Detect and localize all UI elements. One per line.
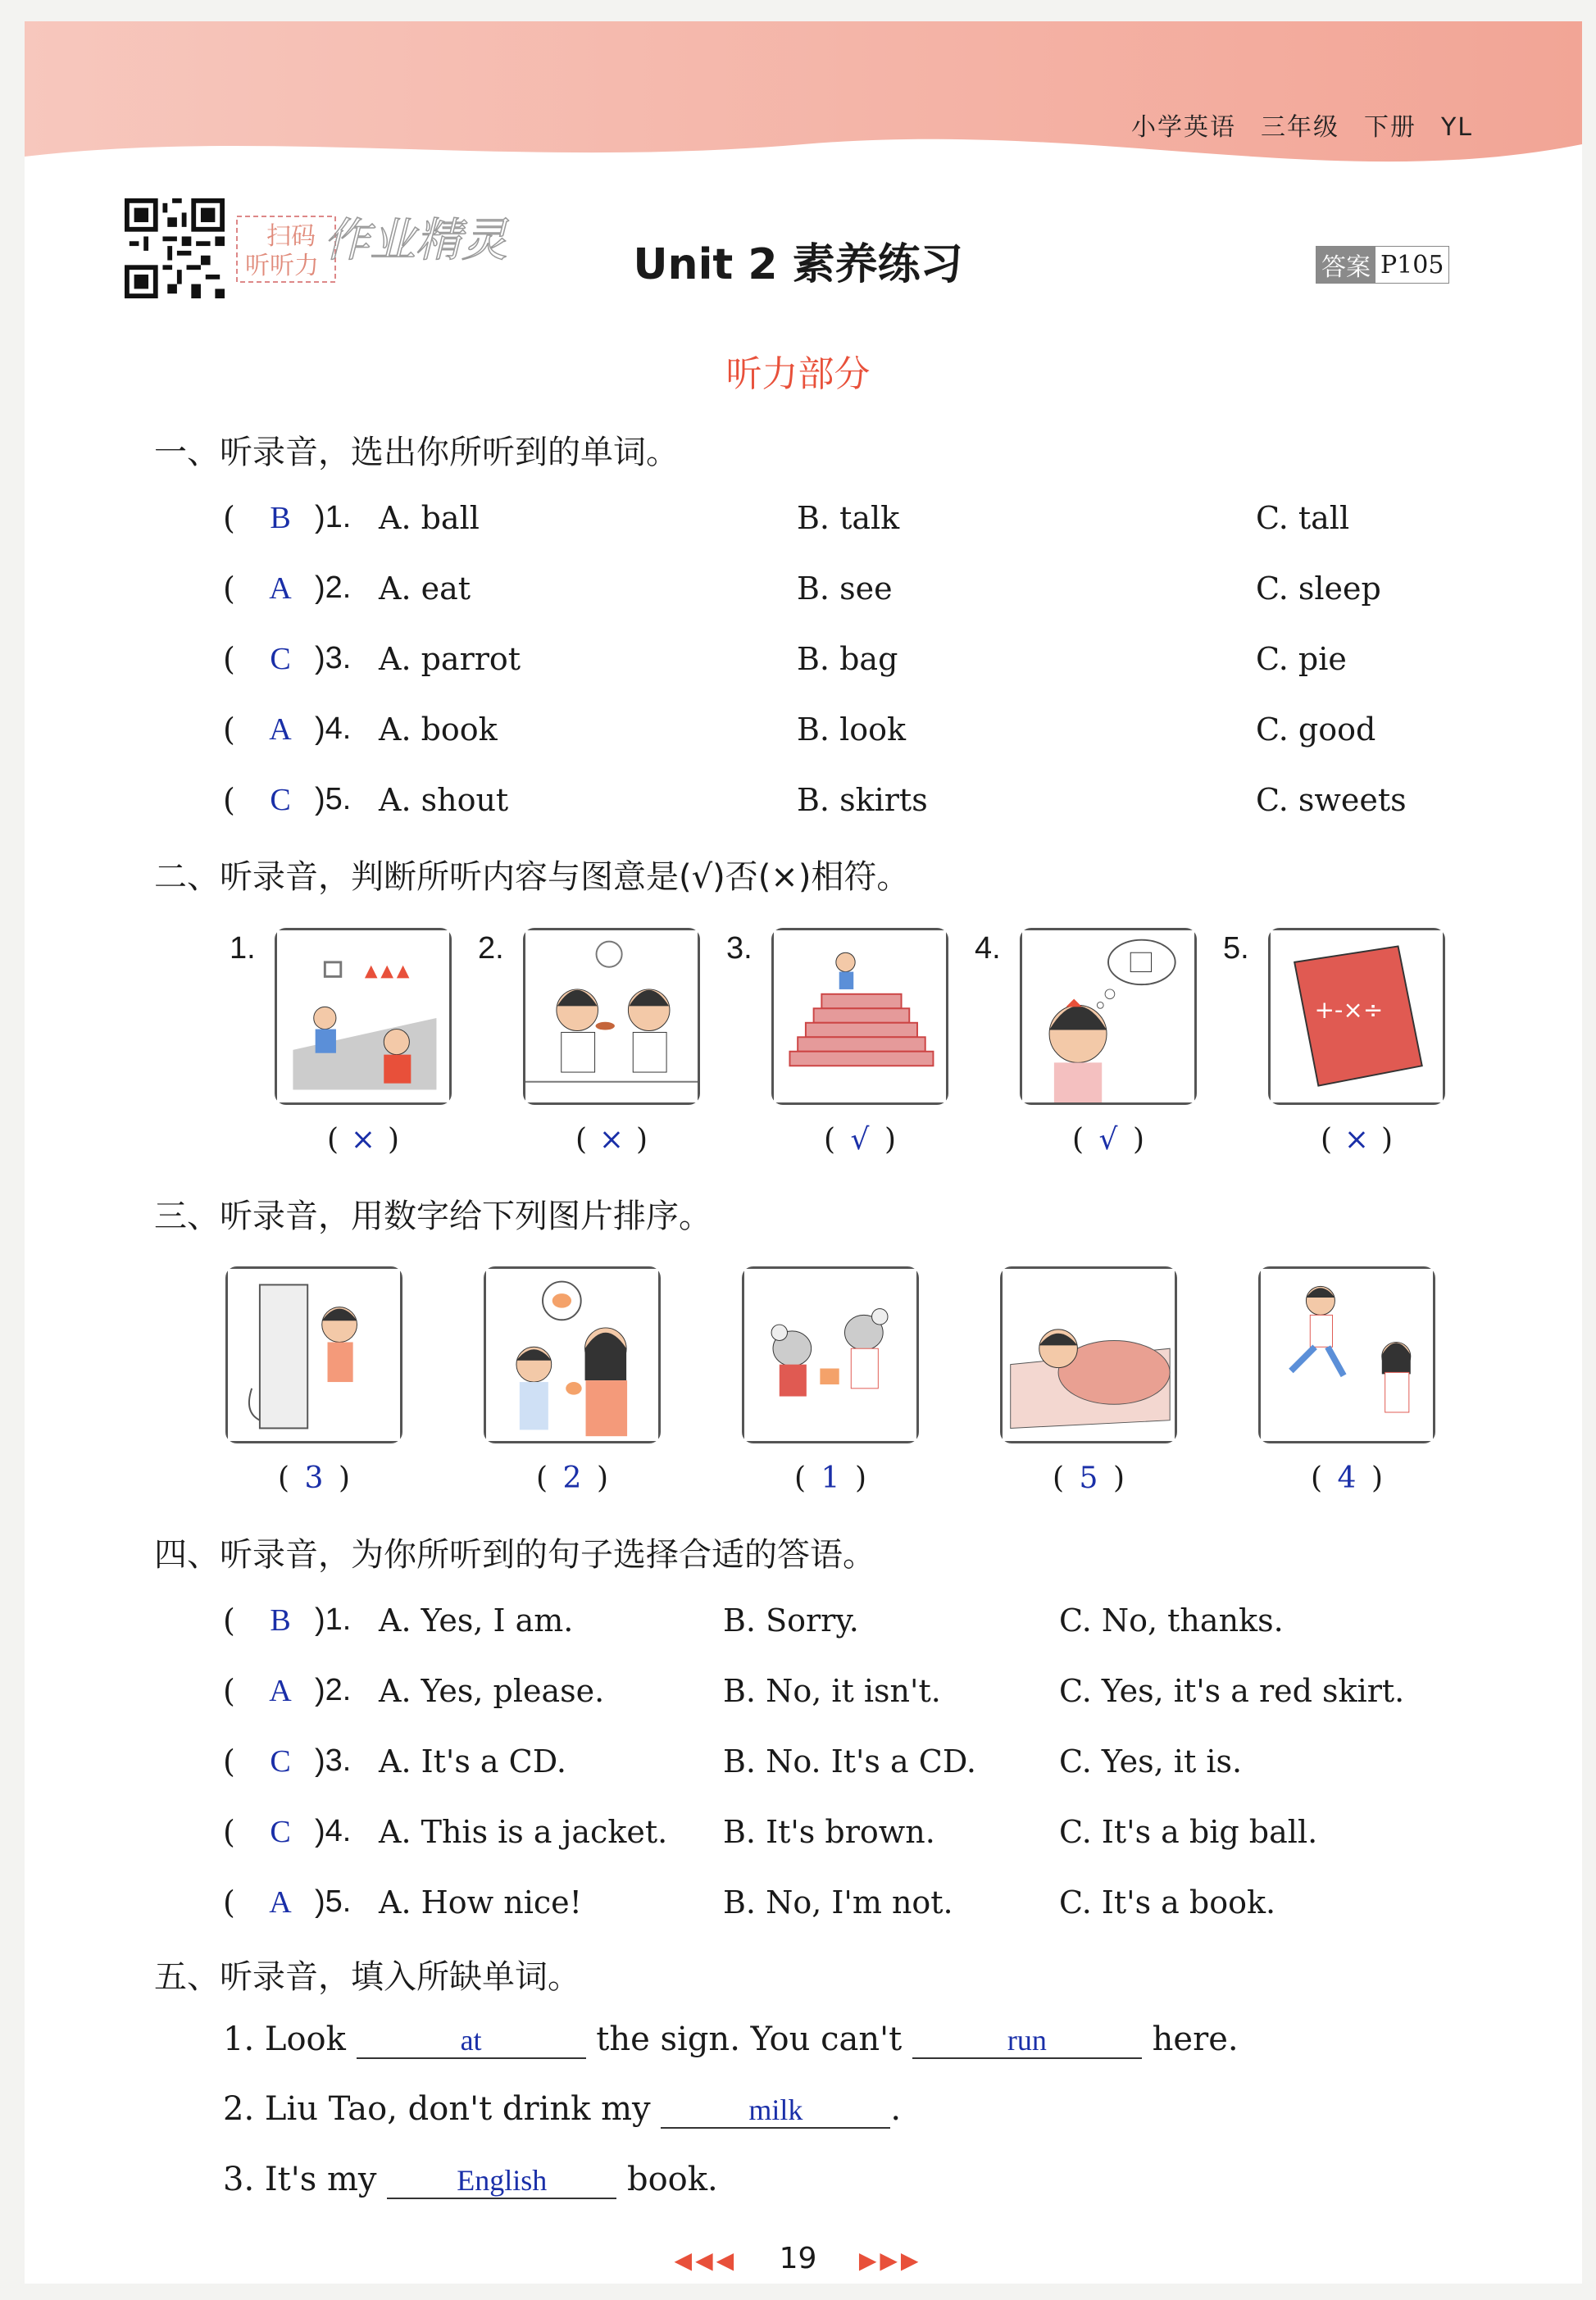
bracket-open: ( [793, 1461, 806, 1495]
q1-heading: 一、听录音，选出你所听到的单词。 [154, 434, 679, 471]
question-number: )1. [315, 500, 352, 534]
q1-row [223, 500, 1453, 549]
stamp-text-1: 扫码 [266, 222, 316, 251]
answer-letter[interactable]: A [269, 571, 292, 606]
answer-tag-key: 答案 [1316, 247, 1375, 283]
option-a: A. ball [379, 500, 480, 536]
answer-bracket [1039, 1461, 1138, 1495]
page-title: Unit 2 素养练习 [633, 240, 963, 289]
fill-sentence-2 [223, 2090, 901, 2129]
girls-eating-icon [523, 928, 700, 1105]
option-b: B. see [797, 570, 893, 607]
q4-row [223, 1602, 1453, 1652]
option-c: C. Yes, it is. [1059, 1743, 1243, 1780]
bracket-open: ( [823, 1123, 835, 1157]
question-number: )4. [315, 711, 352, 746]
option-c: C. Yes, it's a red skirt. [1059, 1673, 1405, 1709]
header-subject: 小学英语 [1130, 113, 1236, 142]
answer-mark[interactable]: √ [1098, 1123, 1118, 1157]
bracket-open: ( [223, 1743, 235, 1780]
bracket-close: ) [339, 1461, 351, 1495]
bracket-open: ( [277, 1461, 289, 1495]
option-b: B. look [797, 711, 907, 748]
sentence-1-part-3: here. [1152, 2020, 1239, 2058]
option-c: C. pie [1256, 641, 1347, 677]
svg-text:+-×÷: +-×÷ [1314, 995, 1384, 1024]
option-a: A. How nice! [379, 1884, 582, 1920]
answer-page-tag [1316, 246, 1449, 284]
answer-mark[interactable]: 4 [1337, 1461, 1357, 1495]
girl-thinking-icon [1020, 928, 1197, 1105]
option-b: B. skirts [797, 782, 928, 818]
boy-sleeping-icon [1000, 1266, 1177, 1443]
answer-mark[interactable]: × [1344, 1123, 1370, 1157]
answer-mark[interactable]: 5 [1079, 1461, 1098, 1495]
bracket-close: ) [597, 1461, 609, 1495]
q4-row [223, 1743, 1453, 1793]
boy-on-stairs-icon [771, 928, 948, 1105]
bracket-open: ( [223, 782, 235, 818]
option-b: B. No. It's a CD. [723, 1743, 977, 1780]
boy-at-door-icon [225, 1266, 402, 1443]
option-a: A. Yes, I am. [379, 1602, 574, 1639]
q1-row [223, 570, 1453, 620]
blank-4[interactable]: English [387, 2163, 616, 2199]
answer-bracket [781, 1461, 880, 1495]
sentence-2-part-1: 2. Liu Tao, don't drink my [223, 2090, 651, 2128]
answer-bracket [1059, 1123, 1157, 1157]
q3-heading: 三、听录音，用数字给下列图片排序。 [154, 1198, 712, 1235]
header-edition: YL [1440, 113, 1473, 142]
answer-tag-page: P105 [1380, 250, 1444, 280]
bracket-open: ( [1071, 1123, 1084, 1157]
answer-mark[interactable]: 2 [562, 1461, 582, 1495]
question-number: )5. [315, 782, 352, 816]
q1-row [223, 711, 1453, 761]
option-b: B. No, it isn't. [723, 1673, 941, 1709]
answer-letter[interactable]: C [270, 1815, 291, 1849]
answer-bracket [811, 1123, 909, 1157]
bracket-open: ( [223, 570, 235, 607]
bracket-open: ( [1052, 1461, 1064, 1495]
picture-number: 5. [1223, 931, 1249, 966]
boy-running-to-girl-icon [1258, 1266, 1435, 1443]
picture-number: 2. [478, 931, 504, 966]
fill-sentence-3 [223, 2161, 718, 2199]
answer-mark[interactable]: √ [850, 1123, 870, 1157]
next-arrows-icon[interactable]: ▶▶▶ [858, 2247, 922, 2274]
question-number: )4. [315, 1814, 352, 1848]
bracket-open: ( [1310, 1461, 1322, 1495]
q4-row [223, 1673, 1453, 1722]
question-number: )3. [315, 1743, 352, 1778]
option-c: C. It's a book. [1059, 1884, 1276, 1920]
answer-letter[interactable]: C [270, 1744, 291, 1779]
bracket-close: ) [884, 1123, 897, 1157]
answer-letter[interactable]: A [269, 1885, 292, 1920]
answer-bracket [523, 1461, 621, 1495]
answer-letter[interactable]: B [270, 501, 291, 535]
answer-letter[interactable]: A [269, 712, 292, 747]
picture-number: 4. [975, 931, 1001, 966]
answer-letter[interactable]: B [270, 1603, 291, 1638]
header-volume: 下册 [1363, 113, 1416, 142]
q4-row [223, 1884, 1453, 1934]
answer-bracket [1298, 1461, 1396, 1495]
question-number: )1. [315, 1602, 352, 1637]
sentence-3-part-2: book. [626, 2161, 718, 2198]
bracket-close: ) [1113, 1461, 1125, 1495]
blank-1[interactable]: at [357, 2023, 586, 2059]
bracket-open: ( [223, 711, 235, 748]
question-number: )3. [315, 641, 352, 675]
answer-letter[interactable]: C [270, 642, 291, 676]
option-c: C. No, thanks. [1059, 1602, 1284, 1639]
option-a: A. This is a jacket. [379, 1814, 668, 1850]
option-c: C. It's a big ball. [1059, 1814, 1318, 1850]
answer-bracket [1307, 1123, 1406, 1157]
option-a: A. parrot [379, 641, 521, 677]
answer-letter[interactable]: C [270, 783, 291, 817]
bracket-close: ) [1371, 1461, 1384, 1495]
blank-2[interactable]: run [912, 2023, 1142, 2059]
question-number: )5. [315, 1884, 352, 1919]
option-a: A. Yes, please. [379, 1673, 605, 1709]
option-a: A. shout [379, 782, 509, 818]
answer-bracket [562, 1123, 661, 1157]
question-number: )2. [315, 570, 352, 605]
mother-and-son-egg-icon [484, 1266, 661, 1443]
picture-number: 3. [726, 931, 753, 966]
option-c: C. sleep [1256, 570, 1381, 607]
bracket-close: ) [388, 1123, 400, 1157]
option-a: A. It's a CD. [379, 1743, 566, 1780]
stamp-text-2: 听听力 [245, 252, 319, 280]
q4-heading: 四、听录音，为你所听到的句子选择合适的答语。 [154, 1536, 875, 1574]
header-info [1107, 107, 1473, 143]
bracket-open: ( [223, 500, 235, 536]
fill-sentence-1 [223, 2020, 1239, 2059]
option-c: C. good [1256, 711, 1376, 748]
bracket-open: ( [326, 1123, 339, 1157]
stamp-brand: 作业精灵 [324, 214, 507, 267]
bracket-open: ( [223, 1673, 235, 1709]
page-footer [0, 2242, 1596, 2275]
page-number: 19 [779, 2242, 817, 2275]
option-c: C. sweets [1256, 782, 1407, 818]
header-grade: 三年级 [1260, 113, 1339, 142]
q5-heading: 五、听录音，填入所缺单词。 [154, 1958, 580, 1996]
bracket-close: ) [1133, 1123, 1145, 1157]
picture-number: 1. [230, 931, 256, 966]
option-b: B. No, I'm not. [723, 1884, 953, 1920]
bracket-open: ( [223, 641, 235, 677]
q1-row [223, 782, 1453, 831]
sentence-2-part-2: . [890, 2090, 902, 2128]
prev-arrows-icon[interactable]: ◀◀◀ [674, 2247, 738, 2274]
bracket-close: ) [636, 1123, 648, 1157]
option-b: B. talk [797, 500, 900, 536]
answer-bracket [314, 1123, 412, 1157]
bracket-close: ) [1381, 1123, 1394, 1157]
option-b: B. bag [797, 641, 898, 677]
answer-mark[interactable]: 3 [304, 1461, 324, 1495]
answer-bracket [265, 1461, 363, 1495]
answer-letter[interactable]: A [269, 1674, 292, 1708]
bracket-open: ( [535, 1461, 548, 1495]
q4-row [223, 1814, 1453, 1863]
bracket-open: ( [223, 1602, 235, 1639]
option-b: B. Sorry. [723, 1602, 859, 1639]
sentence-1-part-1: 1. Look [223, 2020, 346, 2058]
answer-mark[interactable]: × [350, 1123, 376, 1157]
q1-row [223, 641, 1453, 690]
option-a: A. eat [379, 570, 471, 607]
bracket-open: ( [223, 1814, 235, 1850]
q2-heading: 二、听录音，判断所听内容与图意是(√)否(×)相符。 [154, 858, 910, 896]
bracket-open: ( [1320, 1123, 1332, 1157]
blank-3[interactable]: milk [661, 2093, 890, 2129]
bracket-open: ( [223, 1884, 235, 1920]
sentence-3-part-1: 3. It's my [223, 2161, 377, 2198]
sentence-1-part-2: the sign. You can't [596, 2020, 903, 2058]
bracket-close: ) [855, 1461, 867, 1495]
answer-mark[interactable]: × [598, 1123, 625, 1157]
option-c: C. tall [1256, 500, 1350, 536]
option-a: A. book [379, 711, 498, 748]
section-title: 听力部分 [725, 353, 871, 395]
answer-mark[interactable]: 1 [821, 1461, 840, 1495]
bracket-open: ( [575, 1123, 587, 1157]
question-number: )2. [315, 1673, 352, 1707]
mice-icon [742, 1266, 919, 1443]
option-b: B. It's brown. [723, 1814, 935, 1850]
kids-running-icon [275, 928, 452, 1105]
math-book-icon [1268, 928, 1445, 1105]
